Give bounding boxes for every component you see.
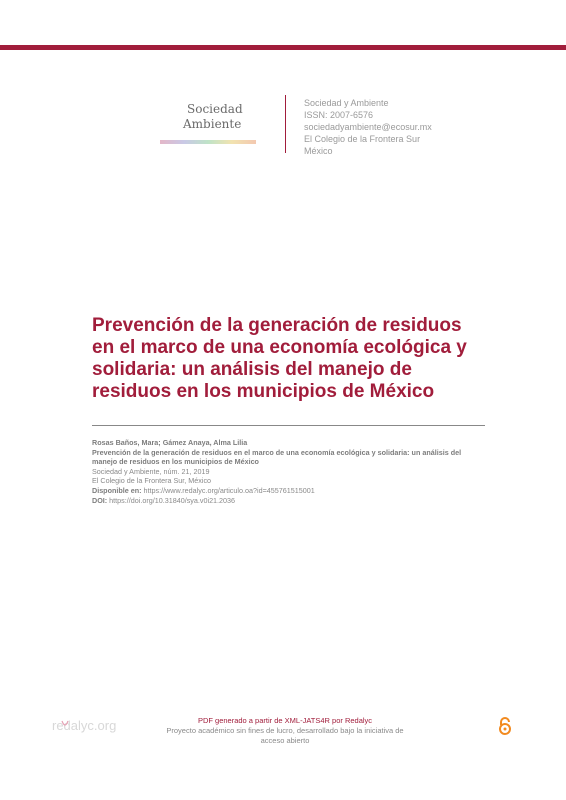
doi-link[interactable]: https://doi.org/10.31840/sya.v0i21.2036 bbox=[109, 495, 236, 505]
logo-color-strip bbox=[160, 140, 256, 144]
article-available bbox=[92, 486, 487, 496]
footer-generated: PDF generado a partir de XML-JATS4R por Redalyc bbox=[197, 716, 373, 725]
article-doi bbox=[92, 496, 487, 506]
article-publisher: El Colegio de la Frontera Sur, México bbox=[92, 476, 212, 486]
journal-issn: ISSN: 2007-6576 bbox=[304, 110, 374, 120]
article-issue: Sociedad y Ambiente, núm. 21, 2019 bbox=[92, 466, 210, 476]
svg-text:redalyc.org: redalyc.org bbox=[52, 718, 117, 733]
doi-label: DOI: bbox=[92, 495, 108, 505]
journal-info bbox=[304, 97, 432, 157]
logo-line1: Sociedad bbox=[187, 102, 243, 116]
journal-country: México bbox=[304, 146, 333, 156]
header-divider bbox=[285, 95, 286, 153]
article-title-repeat: Prevención de la generación de residuos en el marco de una economía ecológica y solidaria: un análisis del manejo de residuos en los municipios de México bbox=[92, 447, 462, 467]
open-access-icon bbox=[497, 716, 513, 741]
journal-institution: El Colegio de la Frontera Sur bbox=[304, 134, 421, 144]
footer bbox=[160, 716, 410, 746]
footer-project: Proyecto académico sin fines de lucro, desarrollado bajo la iniciativa de acceso abierto bbox=[166, 726, 404, 745]
journal-email[interactable]: sociedadyambiente@ecosur.mx bbox=[304, 122, 432, 132]
journal-name: Sociedad y Ambiente bbox=[304, 98, 389, 108]
journal-logo bbox=[160, 100, 256, 148]
header-bar bbox=[0, 45, 566, 50]
logo-line2: Ambiente bbox=[183, 117, 242, 131]
article-metadata bbox=[92, 438, 487, 505]
available-link[interactable]: https://www.redalyc.org/articulo.oa?id=455761515001 bbox=[143, 485, 315, 495]
article-title: Prevención de la generación de residuos en el marco de una economía ecológica y solidaria: un análisis del manejo de residuos en los municipios de México bbox=[92, 315, 467, 402]
article-authors: Rosas Baños, Mara; Gámez Anaya, Alma Lilia bbox=[92, 438, 248, 447]
available-label: Disponible en: bbox=[92, 485, 142, 495]
title-divider bbox=[92, 425, 485, 426]
redalyc-logo bbox=[52, 717, 122, 740]
